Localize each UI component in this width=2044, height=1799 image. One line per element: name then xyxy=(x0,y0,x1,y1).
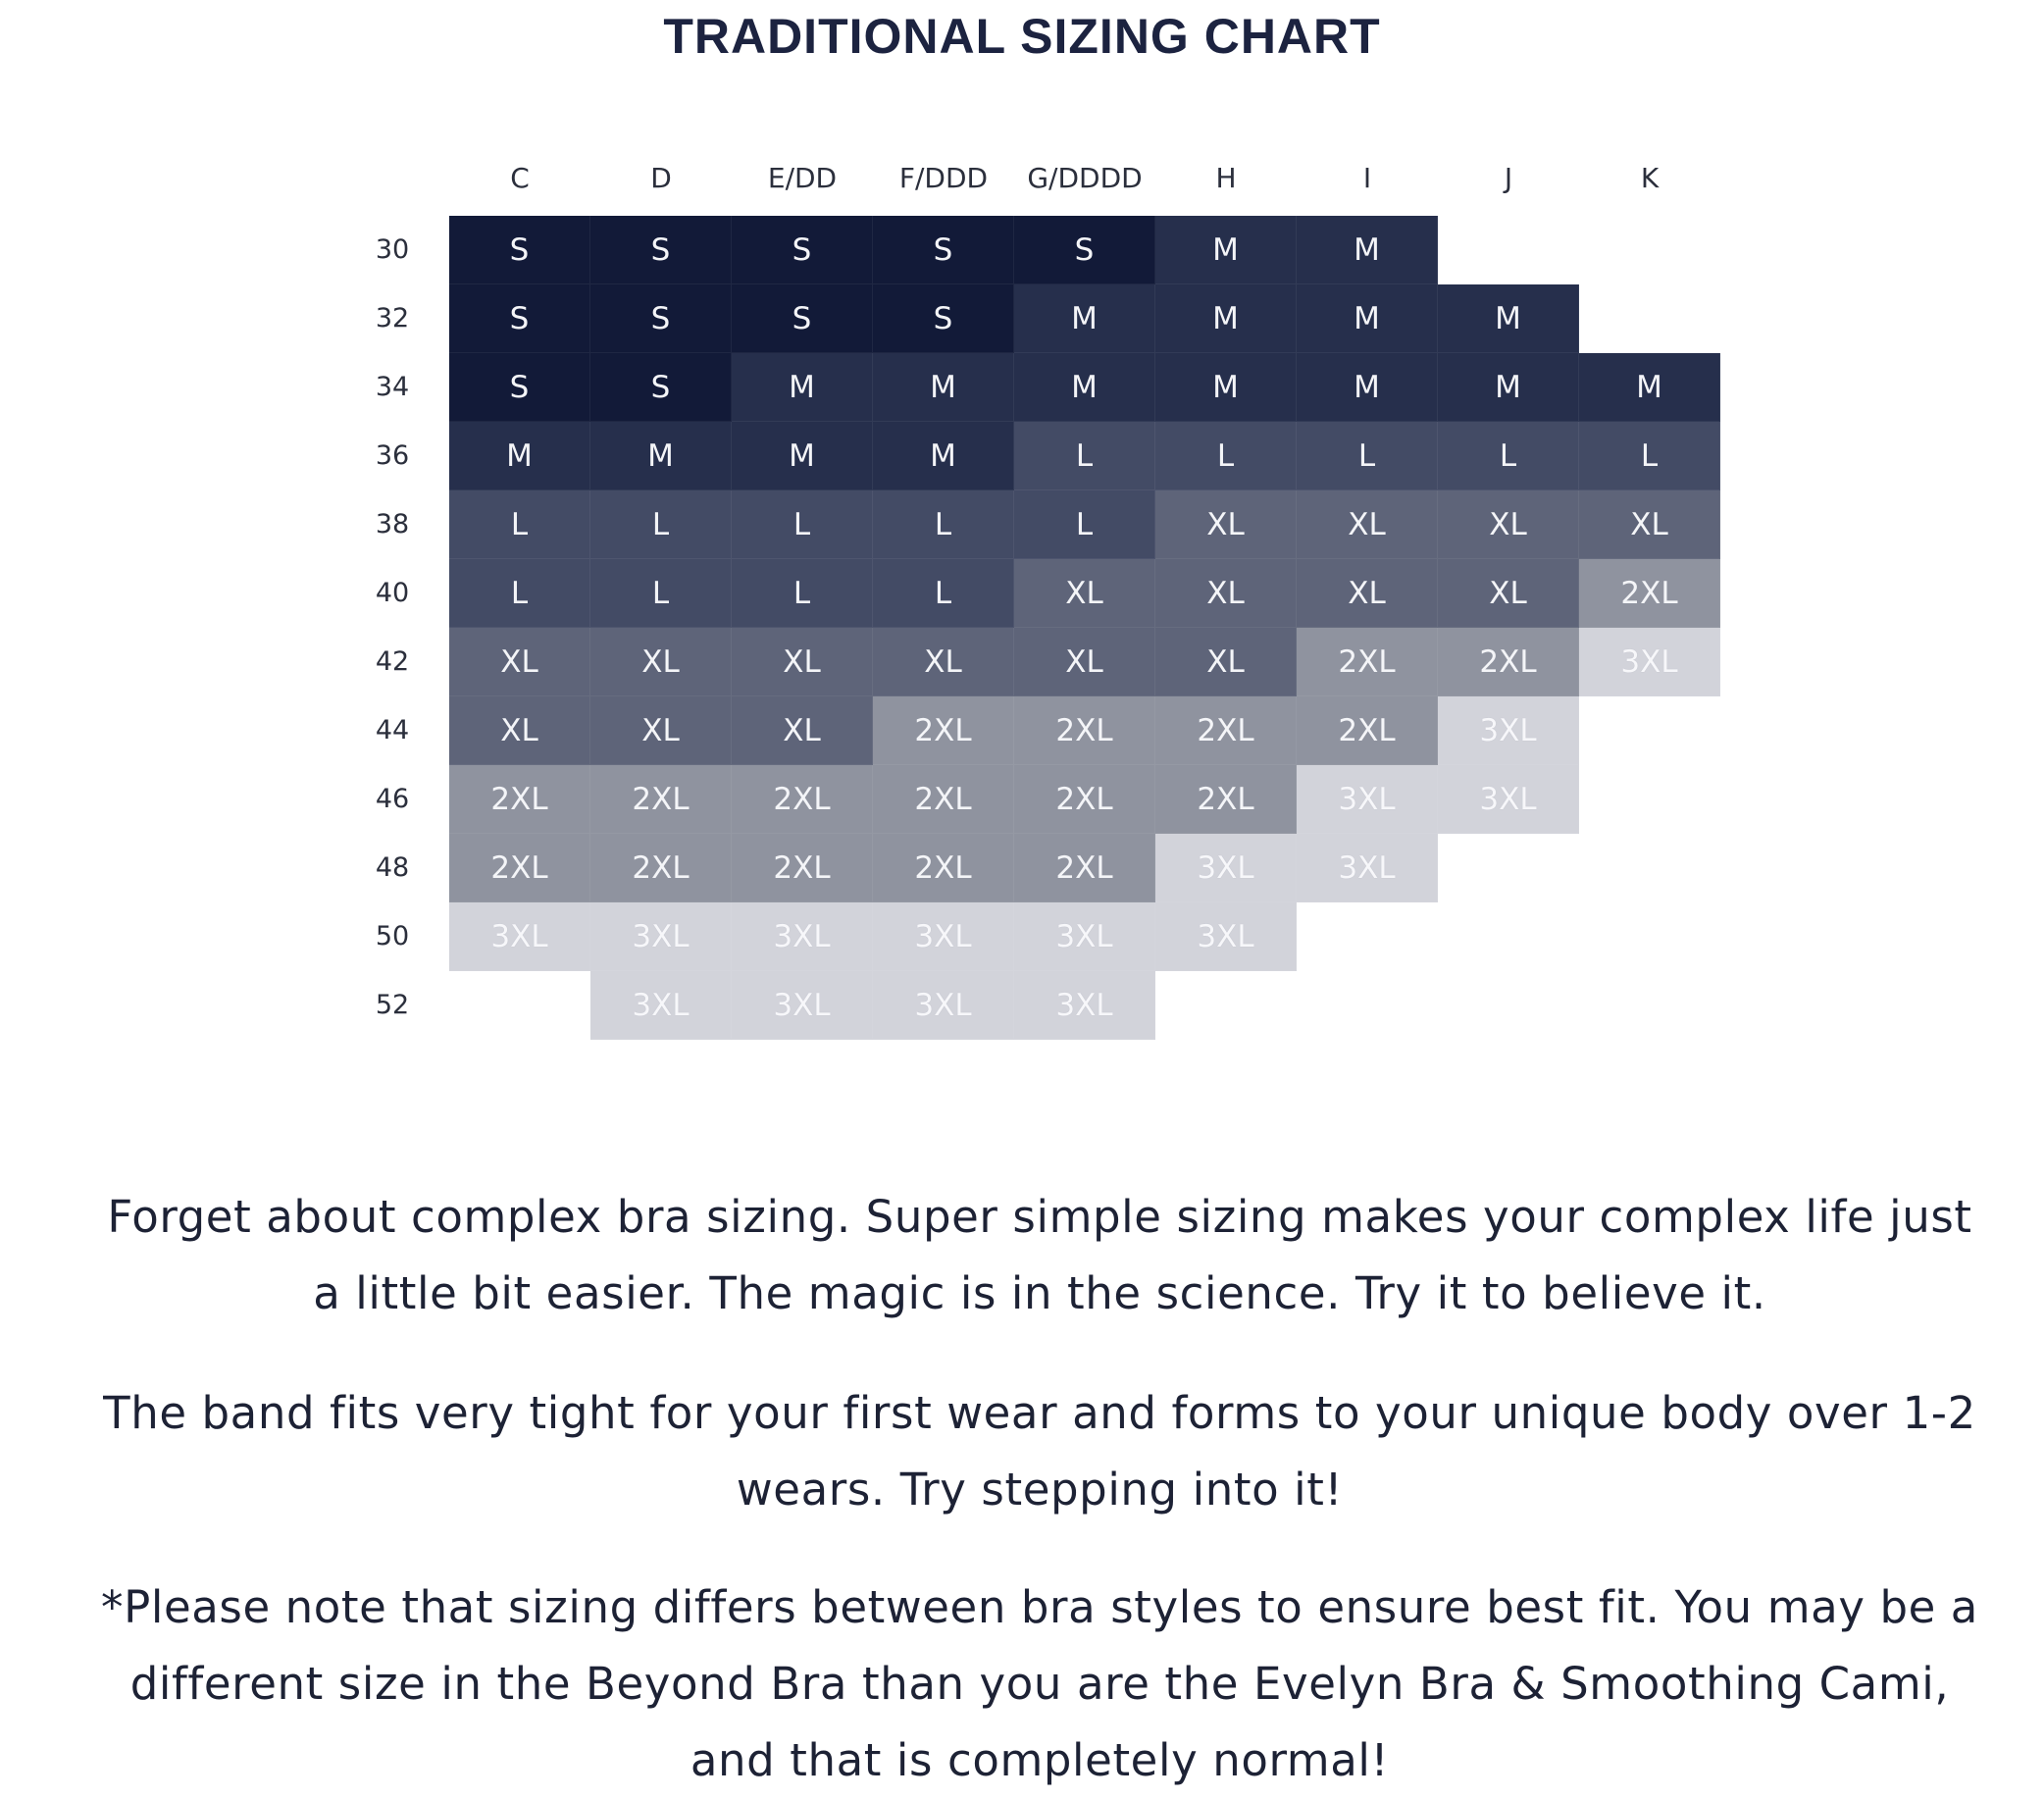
size-cell: XL xyxy=(732,628,873,696)
size-cell: XL xyxy=(590,628,732,696)
size-cell: S xyxy=(1014,216,1155,284)
size-cell: L xyxy=(873,490,1014,559)
size-cell: M xyxy=(873,353,1014,422)
size-cell: L xyxy=(732,490,873,559)
size-cell: 2XL xyxy=(873,696,1014,765)
size-cell: L xyxy=(1297,422,1438,490)
size-cell: 2XL xyxy=(590,834,732,902)
size-cell: M xyxy=(1155,284,1297,353)
size-cell: L xyxy=(1579,422,1720,490)
row-header: 42 xyxy=(375,646,410,677)
size-cell: S xyxy=(590,216,732,284)
column-header: D xyxy=(650,162,672,194)
size-cell: 2XL xyxy=(449,765,590,834)
size-cell: 3XL xyxy=(590,902,732,971)
column-header: F/DDD xyxy=(898,162,989,194)
size-cell: 2XL xyxy=(1014,834,1155,902)
row-header: 44 xyxy=(375,715,410,745)
size-cell: L xyxy=(1438,422,1579,490)
column-header: C xyxy=(510,162,530,194)
size-cell: S xyxy=(590,353,732,422)
intro-paragraph: Forget about complex bra sizing. Super simple sizing makes your complex life just a little bit easier. The magic is in the science. Try it to believe it. xyxy=(107,1191,1972,1319)
size-cell: S xyxy=(449,353,590,422)
size-cell: XL xyxy=(1297,490,1438,559)
size-cell: M xyxy=(1579,353,1720,422)
size-cell: L xyxy=(1014,490,1155,559)
column-header: J xyxy=(1504,162,1513,194)
size-cell: 2XL xyxy=(1155,696,1297,765)
size-cell: 2XL xyxy=(1297,696,1438,765)
size-cell: 3XL xyxy=(590,971,732,1040)
size-cell: M xyxy=(1297,284,1438,353)
page-title: TRADITIONAL SIZING CHART xyxy=(663,9,1381,64)
size-cell: S xyxy=(449,284,590,353)
size-cell: 3XL xyxy=(1155,834,1297,902)
size-cell: 2XL xyxy=(1014,696,1155,765)
size-cell: L xyxy=(590,559,732,628)
size-cell: XL xyxy=(732,696,873,765)
size-cell: 2XL xyxy=(590,765,732,834)
row-header: 32 xyxy=(375,303,410,334)
size-cell: M xyxy=(590,422,732,490)
size-cell: 3XL xyxy=(1014,971,1155,1040)
size-cell: XL xyxy=(1438,559,1579,628)
size-cell: 2XL xyxy=(873,834,1014,902)
row-header: 48 xyxy=(375,852,410,883)
row-header: 30 xyxy=(375,234,410,265)
column-header: G/DDDD xyxy=(1027,162,1143,194)
size-cell: M xyxy=(1438,284,1579,353)
size-cell: 2XL xyxy=(1438,628,1579,696)
size-cell: M xyxy=(873,422,1014,490)
size-cell: 3XL xyxy=(1297,834,1438,902)
size-cell: XL xyxy=(1155,490,1297,559)
size-cell: XL xyxy=(1297,559,1438,628)
size-cell: M xyxy=(732,353,873,422)
size-cell: S xyxy=(590,284,732,353)
column-header: K xyxy=(1640,162,1660,194)
size-cell: L xyxy=(1014,422,1155,490)
size-cell: 2XL xyxy=(449,834,590,902)
size-cell: L xyxy=(590,490,732,559)
size-cell: 3XL xyxy=(1155,902,1297,971)
row-header: 38 xyxy=(375,509,410,540)
size-cell: M xyxy=(1155,216,1297,284)
size-cell: 3XL xyxy=(1297,765,1438,834)
band-fit-paragraph: The band fits very tight for your first wear and forms to your unique body over 1-2 wears. Try stepping into it! xyxy=(103,1387,1976,1516)
size-cell: XL xyxy=(449,696,590,765)
size-cell: XL xyxy=(590,696,732,765)
size-cell: M xyxy=(1438,353,1579,422)
row-header: 36 xyxy=(375,440,410,471)
size-cell: 3XL xyxy=(449,902,590,971)
size-cell: XL xyxy=(1014,628,1155,696)
size-cell: 3XL xyxy=(732,902,873,971)
size-cell: L xyxy=(1155,422,1297,490)
row-header: 34 xyxy=(375,372,410,402)
size-cell: L xyxy=(732,559,873,628)
size-cell: 2XL xyxy=(1579,559,1720,628)
row-header: 40 xyxy=(375,578,410,608)
size-cell: S xyxy=(873,284,1014,353)
size-cell: L xyxy=(449,559,590,628)
size-cell: XL xyxy=(1579,490,1720,559)
size-cell: S xyxy=(873,216,1014,284)
size-cell: XL xyxy=(449,628,590,696)
size-cell: 2XL xyxy=(1297,628,1438,696)
size-cell: XL xyxy=(873,628,1014,696)
row-header: 46 xyxy=(375,784,410,814)
column-header: H xyxy=(1215,162,1237,194)
row-header: 50 xyxy=(375,921,410,951)
size-cell: 2XL xyxy=(732,765,873,834)
size-cell: L xyxy=(873,559,1014,628)
style-note-paragraph: *Please note that sizing differs between bra styles to ensure best fit. You may be a different size in the Beyond Bra than you are the Evelyn Bra & Smoothing Cami, and that is completely normal! xyxy=(101,1581,1978,1786)
size-cell: 3XL xyxy=(732,971,873,1040)
size-cell: 2XL xyxy=(1155,765,1297,834)
size-cell: XL xyxy=(1014,559,1155,628)
size-cell: 3XL xyxy=(1014,902,1155,971)
size-cell: M xyxy=(1297,353,1438,422)
size-cell: L xyxy=(449,490,590,559)
column-header: I xyxy=(1362,162,1372,194)
size-cell: 3XL xyxy=(873,902,1014,971)
size-cell: XL xyxy=(1155,628,1297,696)
size-cell: XL xyxy=(1155,559,1297,628)
size-cell: 3XL xyxy=(1438,765,1579,834)
size-cell: 3XL xyxy=(1438,696,1579,765)
size-cell: S xyxy=(732,216,873,284)
size-cell: M xyxy=(1014,353,1155,422)
size-cell: 3XL xyxy=(1579,628,1720,696)
size-cell: 2XL xyxy=(873,765,1014,834)
size-cell: XL xyxy=(1438,490,1579,559)
size-cell: M xyxy=(1014,284,1155,353)
size-cell: 3XL xyxy=(873,971,1014,1040)
size-cell: S xyxy=(732,284,873,353)
size-cell: S xyxy=(449,216,590,284)
row-header: 52 xyxy=(375,990,410,1020)
size-cell: M xyxy=(732,422,873,490)
size-cell: M xyxy=(1297,216,1438,284)
size-cell: M xyxy=(449,422,590,490)
size-cell: 2XL xyxy=(732,834,873,902)
size-cell: 2XL xyxy=(1014,765,1155,834)
column-header: E/DD xyxy=(767,162,838,194)
size-cell: M xyxy=(1155,353,1297,422)
